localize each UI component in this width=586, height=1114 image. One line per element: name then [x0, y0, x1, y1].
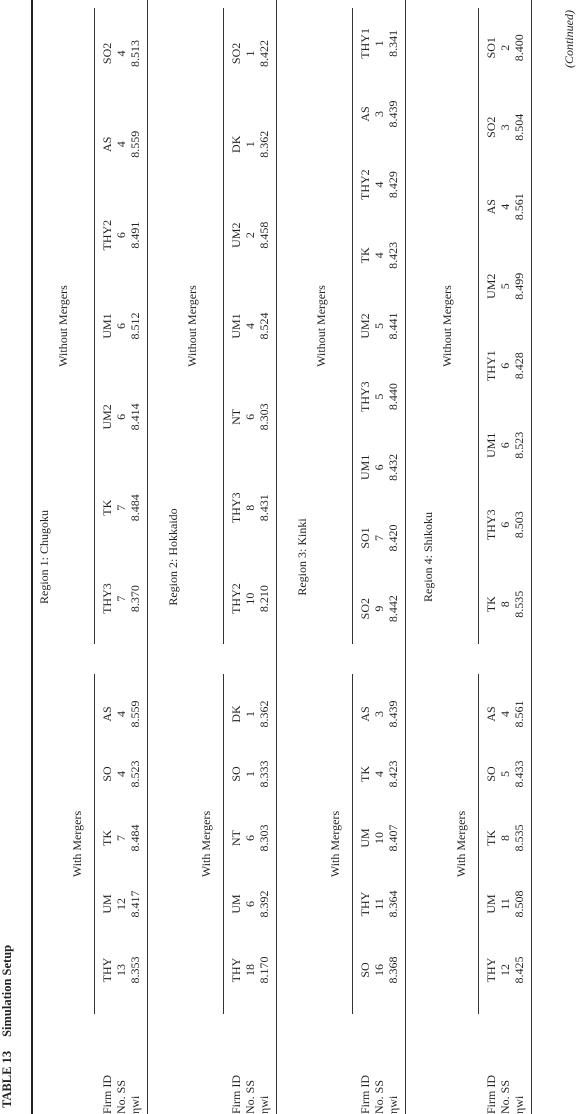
without-firm-cell: UM1: [229, 313, 243, 339]
without-eta-cell: 8.523: [512, 431, 526, 459]
without-ss-cell: 4: [372, 252, 386, 259]
without-ss-cell: 5: [372, 323, 386, 329]
without-firm-cell: AS: [358, 106, 372, 122]
without-firm-cell: UM2: [484, 273, 498, 299]
without-eta-cell: 8.423: [386, 241, 400, 269]
with-mergers-header: With Mergers: [454, 810, 468, 878]
with-firm-cell: SO: [100, 766, 114, 782]
without-firm-cell: SO1: [484, 37, 498, 59]
without-ss-cell: 1: [243, 141, 257, 148]
without-eta-cell: 8.414: [128, 403, 142, 431]
without-mergers-rule: [94, 8, 95, 644]
with-ss-cell: 4: [372, 771, 386, 777]
with-ss-cell: 11: [372, 898, 386, 910]
with-ss-cell: 4: [114, 771, 128, 777]
with-ss-cell: 12: [114, 898, 128, 910]
with-firm-cell: TK: [484, 830, 498, 846]
without-mergers-header: Without Mergers: [56, 285, 70, 367]
without-firm-cell: UM2: [358, 313, 372, 339]
with-eta-cell: 8.433: [512, 760, 526, 788]
without-eta-cell: 8.441: [386, 312, 400, 340]
without-ss-cell: 4: [498, 203, 512, 210]
continued-note: (Continued): [562, 10, 576, 68]
without-ss-cell: 6: [498, 521, 512, 528]
with-firm-cell: SO: [484, 766, 498, 782]
with-ss-cell: 10: [372, 832, 386, 844]
no-ss-label: No. SS: [498, 1079, 512, 1114]
without-firm-cell: SO2: [358, 598, 372, 620]
table-caption: [0, 945, 15, 1108]
without-firm-cell: UM2: [229, 222, 243, 248]
with-eta-cell: 8.439: [386, 700, 400, 728]
without-eta-cell: 8.428: [512, 352, 526, 380]
with-ss-cell: 18: [243, 964, 257, 976]
without-mergers-header: Without Mergers: [185, 285, 199, 367]
with-eta-cell: 8.508: [512, 890, 526, 918]
without-ss-cell: 1: [243, 50, 257, 57]
with-firm-cell: THY: [229, 957, 243, 983]
eta-label: ηwi: [512, 1095, 526, 1114]
without-firm-cell: TK: [100, 499, 114, 516]
without-firm-cell: THY3: [229, 492, 243, 524]
with-eta-cell: 8.523: [128, 760, 142, 788]
without-eta-cell: 8.429: [386, 171, 400, 199]
without-eta-cell: 8.499: [512, 272, 526, 300]
without-ss-cell: 2: [243, 232, 257, 239]
without-ss-cell: 4: [372, 181, 386, 188]
with-eta-cell: 8.484: [128, 824, 142, 852]
with-eta-cell: 8.559: [128, 700, 142, 728]
with-eta-cell: 8.170: [257, 956, 271, 984]
without-firm-cell: DK: [229, 135, 243, 153]
without-ss-cell: 6: [498, 362, 512, 369]
without-ss-cell: 10: [243, 592, 257, 605]
with-eta-cell: 8.362: [257, 700, 271, 728]
firm-id-label: Firm ID: [100, 1075, 114, 1114]
region-title: Region 4: Shikoku: [421, 512, 435, 603]
without-eta-cell: 8.439: [386, 100, 400, 128]
without-ss-cell: 3: [372, 111, 386, 117]
with-ss-cell: 1: [243, 771, 257, 777]
without-eta-cell: 8.561: [512, 193, 526, 221]
without-eta-cell: 8.400: [512, 34, 526, 62]
firm-id-label: Firm ID: [229, 1075, 243, 1114]
without-eta-cell: 8.303: [257, 403, 271, 431]
region-title: Region 2: Hokkaido: [166, 508, 180, 606]
without-ss-cell: 6: [114, 323, 128, 329]
without-eta-cell: 8.458: [257, 221, 271, 249]
with-firm-cell: DK: [229, 705, 243, 723]
eta-label: ηwi: [257, 1095, 271, 1114]
with-eta-cell: 8.425: [512, 956, 526, 984]
with-eta-cell: 8.368: [386, 956, 400, 984]
without-ss-cell: 9: [372, 605, 386, 612]
with-ss-cell: 4: [114, 711, 128, 717]
without-eta-cell: 8.210: [257, 585, 271, 613]
without-firm-cell: SO2: [229, 42, 243, 65]
region-title: Region 1: Chugoku: [37, 510, 51, 605]
without-eta-cell: 8.442: [386, 595, 400, 623]
without-firm-cell: SO2: [484, 116, 498, 138]
with-mergers-rule: [223, 674, 224, 1014]
without-eta-cell: 8.362: [257, 130, 271, 158]
without-firm-cell: THY1: [358, 28, 372, 59]
without-ss-cell: 2: [498, 44, 512, 51]
with-mergers-header: With Mergers: [328, 810, 342, 878]
without-eta-cell: 8.535: [512, 590, 526, 618]
with-firm-cell: AS: [100, 706, 114, 722]
with-firm-cell: THY: [484, 957, 498, 983]
without-ss-cell: 4: [243, 323, 257, 329]
with-ss-cell: 7: [114, 835, 128, 841]
without-ss-cell: 6: [372, 464, 386, 471]
without-firm-cell: UM1: [358, 454, 372, 481]
without-firm-cell: UM1: [484, 432, 498, 458]
without-eta-cell: 8.512: [128, 312, 142, 340]
with-eta-cell: 8.303: [257, 824, 271, 852]
no-ss-label: No. SS: [114, 1079, 128, 1114]
without-mergers-rule: [223, 8, 224, 644]
with-firm-cell: UM: [358, 828, 372, 848]
with-ss-cell: 16: [372, 964, 386, 976]
with-ss-cell: 13: [114, 964, 128, 976]
with-firm-cell: THY: [358, 891, 372, 917]
with-ss-cell: 8: [498, 835, 512, 841]
without-firm-cell: THY2: [358, 169, 372, 201]
without-mergers-header: Without Mergers: [440, 285, 454, 367]
without-ss-cell: 6: [114, 413, 128, 420]
with-mergers-rule: [352, 674, 353, 1014]
with-ss-cell: 11: [498, 898, 512, 910]
region-bottom-rule: [405, 0, 406, 1114]
without-mergers-rule: [352, 8, 353, 644]
without-ss-cell: 7: [114, 504, 128, 511]
region-title: Region 3: Kinki: [295, 518, 309, 596]
without-eta-cell: 8.422: [257, 39, 271, 67]
with-eta-cell: 8.364: [386, 890, 400, 918]
without-mergers-rule: [478, 8, 479, 644]
with-ss-cell: 1: [243, 711, 257, 717]
without-ss-cell: 3: [498, 124, 512, 131]
with-firm-cell: UM: [484, 894, 498, 914]
with-mergers-header: With Mergers: [70, 810, 84, 878]
no-ss-label: No. SS: [243, 1079, 257, 1114]
with-firm-cell: SO: [358, 962, 372, 978]
with-firm-cell: TK: [358, 766, 372, 782]
with-mergers-rule: [478, 674, 479, 1014]
with-firm-cell: THY: [100, 957, 114, 983]
without-mergers-header: Without Mergers: [314, 285, 328, 367]
with-mergers-rule: [94, 674, 95, 1014]
top-rule: [31, 0, 33, 1114]
table-label: TABLE 13: [0, 1050, 14, 1108]
with-eta-cell: 8.535: [512, 824, 526, 852]
without-ss-cell: 4: [114, 141, 128, 148]
with-eta-cell: 8.417: [128, 890, 142, 918]
with-firm-cell: NT: [229, 830, 243, 846]
eta-label: ηwi: [386, 1095, 400, 1114]
without-eta-cell: 8.559: [128, 130, 142, 158]
no-ss-label: No. SS: [372, 1079, 386, 1114]
without-eta-cell: 8.491: [128, 221, 142, 249]
without-firm-cell: SO1: [358, 527, 372, 549]
without-eta-cell: 8.420: [386, 524, 400, 552]
with-eta-cell: 8.353: [128, 956, 142, 984]
with-firm-cell: TK: [100, 830, 114, 846]
with-ss-cell: 6: [243, 835, 257, 841]
with-firm-cell: SO: [229, 766, 243, 782]
with-ss-cell: 3: [372, 711, 386, 717]
with-eta-cell: 8.392: [257, 890, 271, 918]
without-eta-cell: 8.431: [257, 494, 271, 522]
without-eta-cell: 8.370: [128, 585, 142, 613]
with-firm-cell: UM: [229, 894, 243, 914]
without-firm-cell: TK: [484, 596, 498, 613]
region-bottom-rule: [276, 0, 277, 1114]
without-firm-cell: SO2: [100, 42, 114, 65]
table-title: Simulation Setup: [0, 944, 14, 1037]
without-ss-cell: 6: [243, 413, 257, 420]
without-ss-cell: 7: [114, 595, 128, 602]
without-ss-cell: 8: [498, 601, 512, 608]
without-ss-cell: 5: [372, 393, 386, 400]
region-bottom-rule: [531, 0, 532, 1114]
without-eta-cell: 8.503: [512, 511, 526, 539]
without-ss-cell: 6: [498, 442, 512, 449]
with-ss-cell: 4: [498, 711, 512, 717]
without-eta-cell: 8.504: [512, 113, 526, 141]
with-ss-cell: 12: [498, 964, 512, 976]
without-eta-cell: 8.524: [257, 312, 271, 340]
with-eta-cell: 8.423: [386, 760, 400, 788]
firm-id-label: Firm ID: [358, 1075, 372, 1114]
with-eta-cell: 8.333: [257, 760, 271, 788]
without-firm-cell: AS: [484, 199, 498, 215]
eta-label: ηwi: [128, 1095, 142, 1114]
with-mergers-header: With Mergers: [199, 810, 213, 878]
without-firm-cell: THY3: [358, 381, 372, 413]
without-firm-cell: THY1: [484, 350, 498, 382]
without-ss-cell: 7: [372, 535, 386, 541]
with-eta-cell: 8.407: [386, 824, 400, 852]
without-eta-cell: 8.484: [128, 494, 142, 522]
without-eta-cell: 8.513: [128, 39, 142, 67]
without-firm-cell: NT: [229, 408, 243, 425]
with-firm-cell: AS: [484, 706, 498, 722]
without-eta-cell: 8.440: [386, 383, 400, 411]
without-eta-cell: 8.432: [386, 453, 400, 481]
without-firm-cell: TK: [358, 247, 372, 264]
with-ss-cell: 5: [498, 771, 512, 777]
with-eta-cell: 8.561: [512, 700, 526, 728]
without-ss-cell: 4: [114, 50, 128, 57]
without-ss-cell: 1: [372, 40, 386, 47]
without-ss-cell: 6: [114, 232, 128, 239]
region-bottom-rule: [147, 0, 148, 1114]
firm-id-label: Firm ID: [484, 1075, 498, 1114]
with-firm-cell: AS: [358, 706, 372, 722]
without-ss-cell: 5: [498, 283, 512, 290]
without-firm-cell: THY3: [100, 583, 114, 614]
without-firm-cell: THY3: [484, 509, 498, 541]
without-ss-cell: 8: [243, 504, 257, 511]
without-firm-cell: THY2: [229, 583, 243, 614]
without-firm-cell: AS: [100, 136, 114, 152]
with-ss-cell: 6: [243, 901, 257, 907]
with-firm-cell: UM: [100, 894, 114, 914]
without-firm-cell: THY2: [100, 219, 114, 251]
without-firm-cell: UM2: [100, 404, 114, 430]
without-firm-cell: UM1: [100, 313, 114, 339]
without-eta-cell: 8.341: [386, 29, 400, 57]
